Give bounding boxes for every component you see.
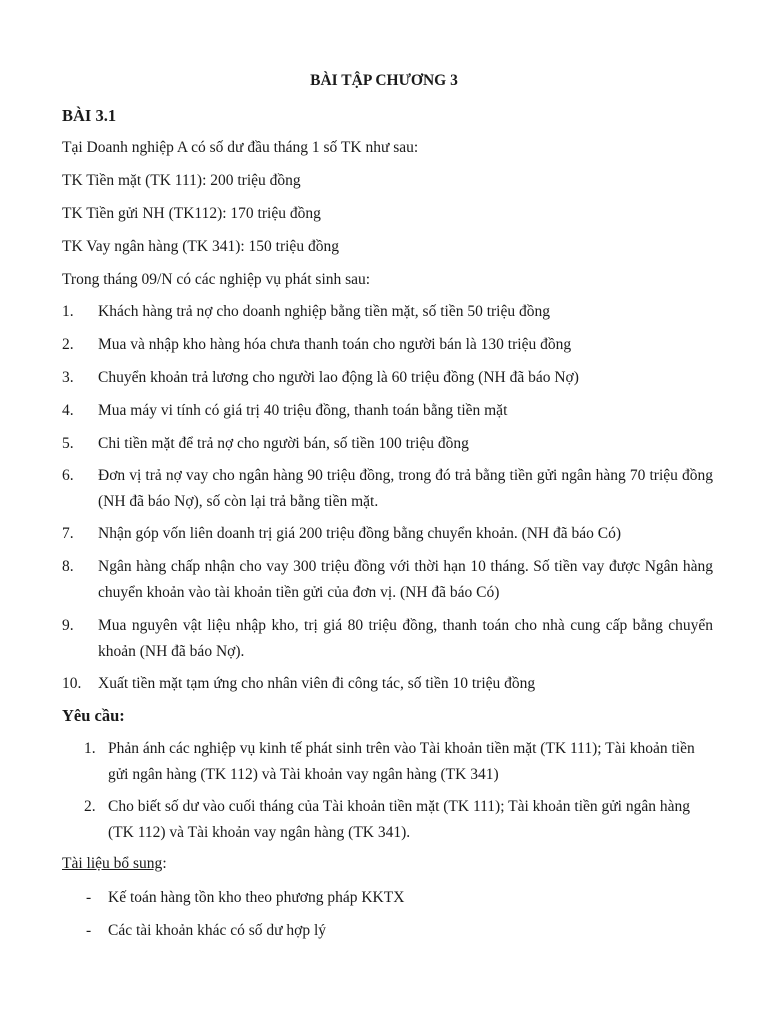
- transaction-number: 5.: [62, 435, 74, 452]
- supplement-heading-line: [62, 855, 167, 873]
- balance-line: TK Tiền mặt (TK 111): 200 triệu đồng: [62, 172, 301, 189]
- transaction-text: Ngân hàng chấp nhận cho vay 300 triệu đồng với thời hạn 10 tháng. Số tiền vay được Ngân hàng chuyển khoản vào tài khoản tiền gửi của đơn vị. (NH đã báo Có): [98, 558, 713, 601]
- supplement-item: [86, 922, 326, 940]
- transaction-number: 10.: [62, 675, 82, 692]
- transaction-item: [62, 613, 713, 665]
- transaction-number: 2.: [62, 336, 74, 353]
- supplement-heading: Tài liệu bổ sung: [62, 855, 163, 872]
- transaction-item: [62, 431, 713, 457]
- requirement-text: Cho biết số dư vào cuối tháng của Tài khoản tiền mặt (TK 111); Tài khoản tiền gửi ngân hàng (TK 112) và Tài khoản vay ngân hàng (TK 341).: [108, 798, 690, 841]
- transaction-number: 9.: [62, 617, 74, 634]
- transaction-item: [62, 398, 713, 424]
- requirement-number: 1.: [84, 740, 96, 757]
- transactions-intro: Trong tháng 09/N có các nghiệp vụ phát sinh sau:: [62, 271, 371, 288]
- requirements-heading: Yêu cầu:: [62, 706, 125, 725]
- transaction-number: 4.: [62, 402, 74, 419]
- balance-line: TK Vay ngân hàng (TK 341): 150 triệu đồng: [62, 238, 339, 255]
- transaction-item: [62, 332, 713, 358]
- supplement-item: [86, 889, 404, 907]
- transaction-number: 8.: [62, 558, 74, 575]
- transaction-item: [62, 299, 713, 325]
- supplement-text: Kế toán hàng tồn kho theo phương pháp KKTX: [108, 889, 405, 906]
- bullet-dash: -: [86, 889, 92, 906]
- transaction-text: Nhận góp vốn liên doanh trị giá 200 triệu đồng bằng chuyển khoản. (NH đã báo Có): [98, 525, 622, 542]
- requirement-item: [84, 736, 700, 788]
- intro-text: Tại Doanh nghiệp A có số dư đầu tháng 1 số TK như sau:: [62, 139, 419, 156]
- transaction-text: Chuyển khoản trả lương cho người lao động là 60 triệu đồng (NH đã báo Nợ): [98, 369, 579, 386]
- transaction-number: 7.: [62, 525, 74, 542]
- transaction-item: [62, 463, 713, 515]
- requirement-text: Phản ánh các nghiệp vụ kinh tế phát sinh trên vào Tài khoản tiền mặt (TK 111); Tài khoản tiền gửi ngân hàng (TK 112) và Tài khoản vay ngân hàng (TK 341): [108, 740, 695, 783]
- transaction-text: Đơn vị trả nợ vay cho ngân hàng 90 triệu đồng, trong đó trả bằng tiền gửi ngân hàng 70 triệu đồng (NH đã báo Nợ), số còn lại trả bằng tiền mặt.: [98, 467, 713, 510]
- supplement-heading-colon: :: [162, 855, 167, 872]
- transaction-item: [62, 671, 713, 697]
- requirement-number: 2.: [84, 798, 96, 815]
- requirement-item: [84, 794, 700, 846]
- transaction-text: Mua máy vi tính có giá trị 40 triệu đồng, thanh toán bằng tiền mặt: [98, 402, 508, 419]
- balance-line: TK Tiền gửi NH (TK112): 170 triệu đồng: [62, 205, 321, 222]
- transaction-item: [62, 521, 713, 547]
- transaction-text: Chi tiền mặt để trả nợ cho người bán, số tiền 100 triệu đồng: [98, 435, 469, 452]
- document-title: BÀI TẬP CHƯƠNG 3: [310, 72, 458, 89]
- supplement-text: Các tài khoản khác có số dư hợp lý: [108, 922, 327, 939]
- transaction-text: Mua và nhập kho hàng hóa chưa thanh toán cho người bán là 130 triệu đồng: [98, 336, 572, 353]
- transaction-text: Mua nguyên vật liệu nhập kho, trị giá 80 triệu đồng, thanh toán cho nhà cung cấp bằng chuyển khoản (NH đã báo Nợ).: [98, 617, 713, 660]
- transaction-item: [62, 554, 713, 606]
- transaction-text: Xuất tiền mặt tạm ứng cho nhân viên đi công tác, số tiền 10 triệu đồng: [98, 675, 536, 692]
- transaction-item: [62, 365, 713, 391]
- exercise-heading: BÀI 3.1: [62, 106, 117, 125]
- bullet-dash: -: [86, 922, 92, 939]
- transaction-number: 6.: [62, 467, 74, 484]
- transaction-number: 1.: [62, 303, 74, 320]
- transaction-number: 3.: [62, 369, 74, 386]
- transaction-text: Khách hàng trả nợ cho doanh nghiệp bằng tiền mặt, số tiền 50 triệu đồng: [98, 303, 550, 320]
